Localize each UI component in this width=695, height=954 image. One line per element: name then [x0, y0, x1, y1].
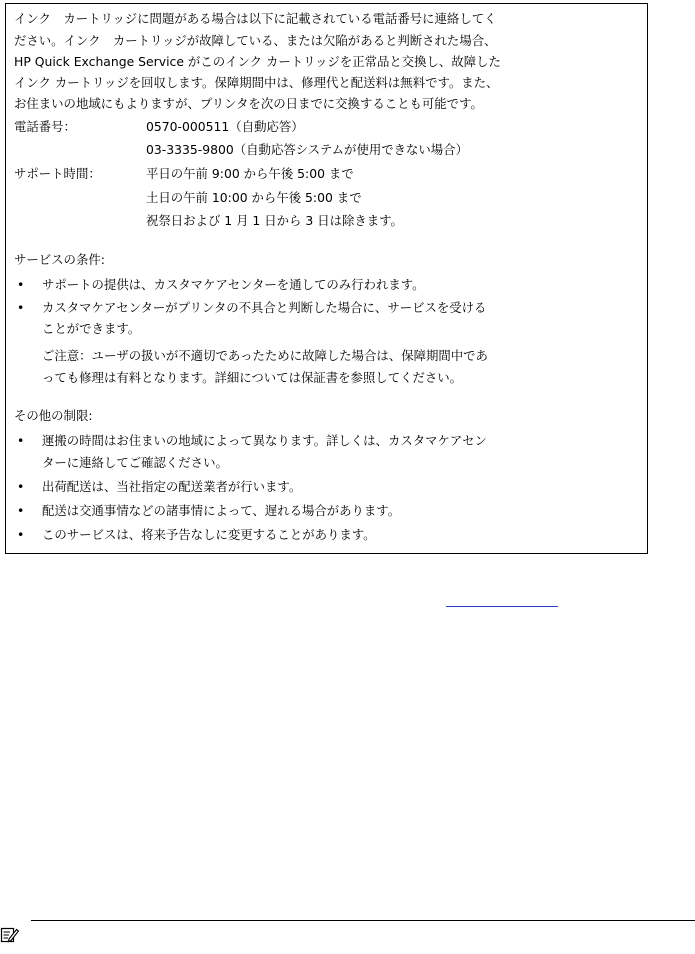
restrictions-item-2: 出荷配送は、当社指定の配送業者が行います。 — [42, 479, 302, 494]
hours-holidays: 祝祭日および 1 月 1 日から 3 日は除きます。 — [146, 213, 403, 228]
caution-line-2: っても修理は有料となります。詳細については保証書を参照してください。 — [42, 370, 463, 385]
conditions-item-2-line-2: ことができます。 — [42, 321, 141, 336]
bullet: • — [17, 300, 25, 315]
hours-weekend: 土日の午前 10:00 から午後 5:00 まで — [146, 190, 362, 205]
service-info-box — [5, 3, 648, 554]
phone-number-1: 0570-000511（自動応答） — [146, 119, 304, 134]
restrictions-heading: その他の制限: — [14, 408, 93, 423]
conditions-item-1: サポートの提供は、カスタマケアセンターを通してのみ行われます。 — [42, 277, 425, 292]
conditions-item-2-line-1: カスタマケアセンターがプリンタの不具合と判断した場合に、サービスを受ける — [42, 300, 487, 315]
restrictions-item-3: 配送は交通事情などの諸事情によって、遅れる場合があります。 — [42, 503, 401, 518]
bullet: • — [17, 277, 25, 292]
restrictions-item-1-line-1: 運搬の時間はお住まいの地域によって異なります。詳しくは、カスタマケアセン — [42, 433, 487, 448]
hours-label: サポート時間： — [14, 166, 101, 181]
intro-line-3: HP Quick Exchange Service がこのインク カートリッジを正常品と交換し、故障した — [14, 54, 501, 69]
caution-line-1: ご注意：ユーザの扱いが不適切であったために故障した場合は、保障期間中であ — [42, 348, 488, 363]
bullet: • — [17, 503, 25, 518]
bullet: • — [17, 479, 25, 494]
restrictions-item-1-line-2: ターに連絡してご確認ください。 — [42, 455, 228, 470]
note-divider — [31, 920, 695, 921]
hours-weekday: 平日の午前 9:00 から午後 5:00 まで — [146, 166, 354, 181]
intro-line-5: お住まいの地域にもよりますが、プリンタを次の日までに交換することも可能です。 — [14, 96, 483, 111]
restrictions-item-4: このサービスは、将来予告なしに変更することがあります。 — [42, 527, 376, 542]
phone-number-2: 03-3335-9800（自動応答システムが使用できない場合） — [146, 142, 468, 157]
bullet: • — [17, 527, 25, 542]
bullet: • — [17, 433, 25, 448]
intro-line-4: インク カートリッジを回収します。保障期間中は、修理代と配送料は無料です。また、 — [14, 75, 499, 90]
intro-line-1: インク カートリッジに問題がある場合は以下に記載されている電話番号に連絡してく — [14, 11, 497, 26]
intro-line-2: ださい。インク カートリッジが故障している、または欠陥があると判断された場合、 — [14, 33, 497, 48]
phone-label: 電話番号： — [14, 119, 76, 134]
hyperlink-underline[interactable] — [446, 606, 558, 607]
conditions-heading: サービスの条件: — [14, 252, 105, 267]
note-icon — [0, 926, 20, 944]
